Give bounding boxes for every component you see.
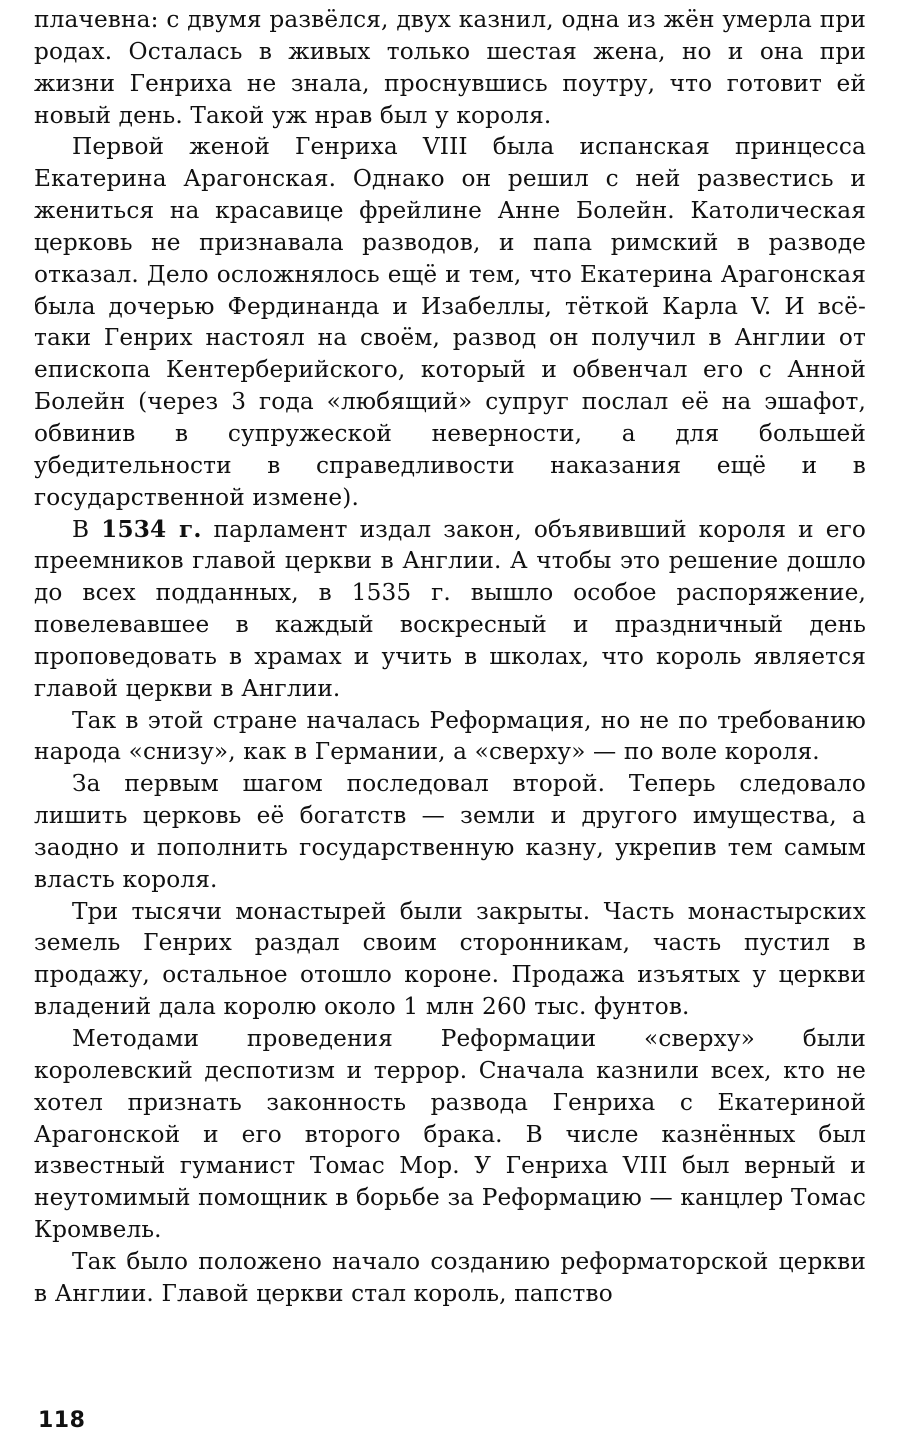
paragraph-1534-rest: парламент издал закон, объявивший короля и его преемников главой церкви в Англии. А чтобы это решение дошло до всех подданных, в 1535 г. вышло особое распоряжение, повелевавшее в каждый воскресный и праздничный день проповедовать в храмах и учить в школах, что король является главой церкви в Англии. (34, 515, 866, 702)
date-1534: 1534 г. (101, 515, 202, 543)
paragraph-second-step: За первым шагом последовал второй. Теперь следовало лишить церковь её богатств — земли и другого имущества, а заодно и пополнить государственную казну, укрепив тем самым власть короля. (34, 770, 866, 893)
paragraph-1534-prefix: В (72, 515, 102, 543)
paragraph-first-wife: Первой женой Генриха VIII была испанская принцесса Екатерина Арагонская. Однако он решил с ней развестись и жениться на красавице фрейлине Анне Болейн. Католическая церковь не признавала разводов, и папа римский в разводе отказал. Дело осложнялось ещё и тем, что Екатерина Арагонская была дочерью Фердинанда и Изабеллы, тёткой Карла V. И всё-таки Генрих настоял на своём, развод он получил в Англии от епископа Кентерберийского, который и обвенчал его с Анной Болейн (через 3 года «любящий» супруг послал её на эшафот, обвинив в супружеской неверности, а для большей убедительности в справедливости наказания ещё и в государственной измене). (34, 133, 866, 511)
paragraph-reformation-from-above: Так в этой стране началась Реформация, но не по требованию народа «снизу», как в Германии, а «сверху» — по воле короля. (34, 706, 866, 766)
paragraph-reformed-church: Так было положено начало созданию реформаторской церкви в Англии. Главой церкви стал король, папство (34, 1247, 866, 1307)
paragraph-monasteries: Три тысячи монастырей были закрыты. Часть монастырских земель Генрих раздал своим сторонникам, часть пустил в продажу, остальное отошло короне. Продажа изъятых у церкви владений дала королю около 1 млн 260 тыс. фунтов. (34, 897, 866, 1021)
page-number: 118 (38, 1408, 86, 1433)
page-body (34, 4, 866, 1310)
paragraph-continued: плачевна: с двумя развёлся, двух казнил, одна из жён умерла при родах. Осталась в живых только шестая жена, но и она при жизни Генриха не знала, проснувшись поутру, что готовит ей новый день. Такой уж нрав был у короля. (34, 6, 866, 129)
paragraph-methods: Методами проведения Реформации «сверху» были королевский деспотизм и террор. Сначала казнили всех, кто не хотел признать законность развода Генриха с Екатериной Арагонской и его второго брака. В числе казнённых был известный гуманист Томас Мор. У Генриха VIII был верный и неутомимый помощник в борьбе за Реформацию — канцлер Томас Кромвель. (34, 1025, 866, 1244)
paragraph-1534-law (34, 514, 866, 705)
